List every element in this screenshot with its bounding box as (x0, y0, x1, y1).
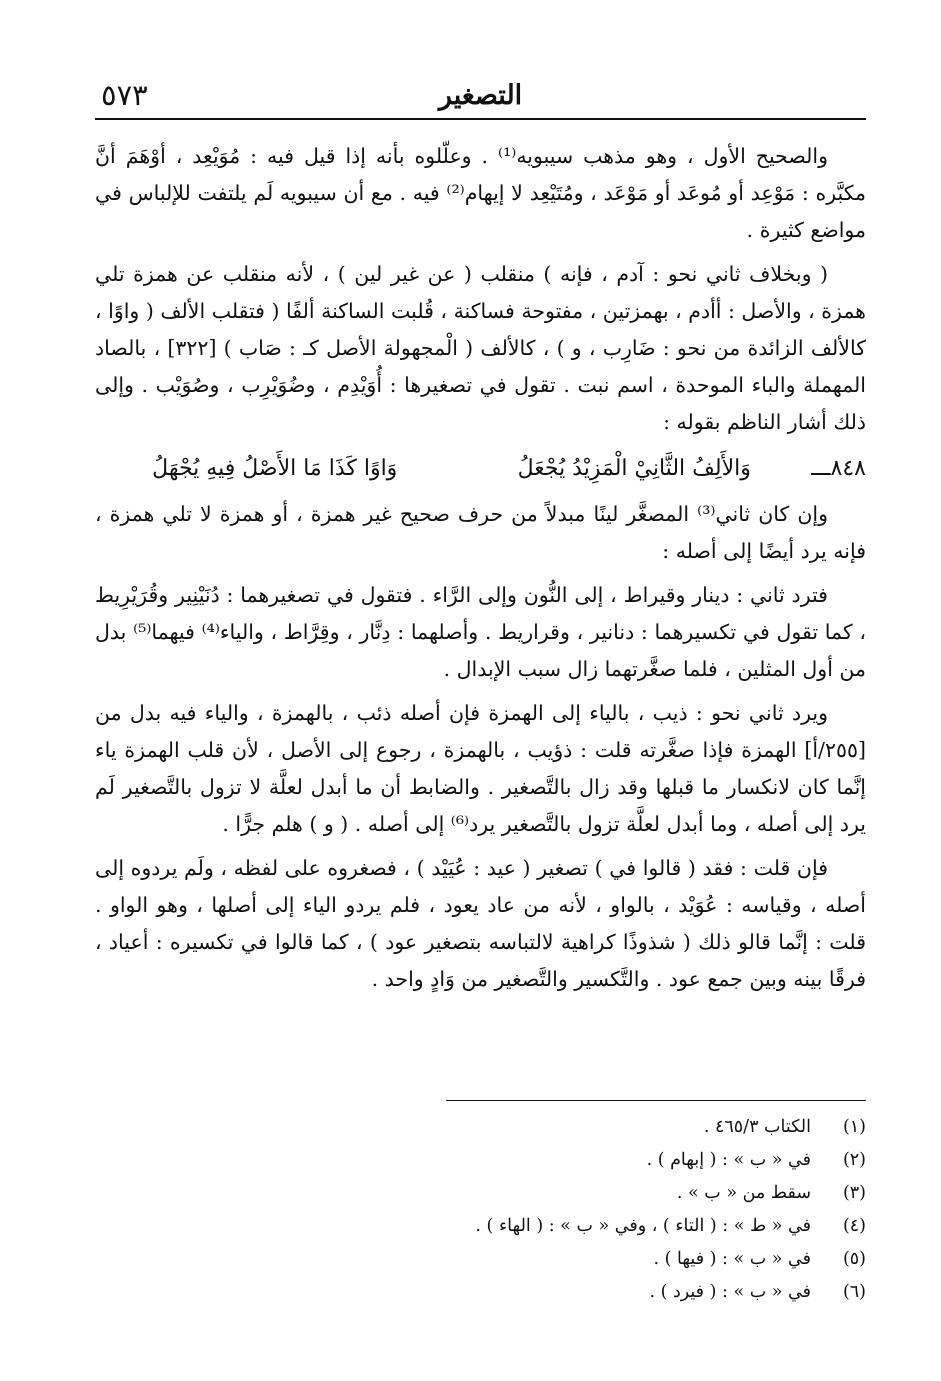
footnotes (95, 1100, 866, 1309)
paragraph-4: فترد ثاني : دينار وقيراط ، إلى النُّون وإلى الرَّاء . فتقول في تصغيرهما : دُنَيْنِير وقُرَيْرِيط ، كما تقول في تكسيرهما : دنانير ، وقراريط . وأصلهما : دِنَّار ، وقِرَّاط ، والياء⁽⁴⁾ فيهما⁽⁵⁾ بدل من أول المثلين ، فلما صغَّرتهما زال سبب الإبدال . (95, 583, 866, 681)
footnote-text: سقط من « ب » . (676, 1183, 811, 1203)
paragraph-1: والصحيح الأول ، وهو مذهب سيبويه⁽¹⁾ . وعلّلوه بأنه إذا قيل فيه : مُوَيْعِد ، أوْهَمَ أنَّ مكبَّره : مَوْعِد أو مُوعَد أو مَوْعَد ، ومُتَيْعِد لا إيهام⁽²⁾ فيه . مع أن سيبويه لَم يلتفت للإلباس في مواضع كثيرة . (95, 144, 866, 242)
main-text (95, 138, 866, 998)
page-title: التصغير (438, 80, 523, 111)
footnote-number: (٥) (842, 1249, 866, 1269)
footnote-text: الكتاب ٤٦٥/٣ . (703, 1117, 811, 1137)
footnote-item (95, 1276, 866, 1309)
page-number: ٥٧٣ (101, 78, 148, 112)
verse-second-hemistich: وَاوًا كَذَا مَا الأَصْلُ فِيهِ يُجْهَلُ (152, 456, 398, 481)
footnote-number: (٣) (842, 1183, 866, 1203)
footnote-text: في « ب » : ( إبهام ) . (646, 1150, 811, 1170)
footnote-number: (١) (842, 1117, 866, 1137)
footnote-divider (446, 1100, 866, 1101)
footnote-item (95, 1177, 866, 1210)
paragraph-6: فإن قلت : فقد ( قالوا في ) تصغير ( عيد : عُيَيْد ) ، فصغروه على لفظه ، ولَم يردوه إلى أصله ، وقياسه : عُوَيْد ، بالواو ، لأنه من عاد يعود ، فلم يردو الياء إلى أصلها ، وهو الواو . قلت : إنَّما قالو ذلك ( شذوذًا كراهية لالتباسه بتصغير عود ) ، كما قالوا في تكسيره : أعياد ، فرقًا بينه وبين جمع عود . والتَّكسير والتَّصغير من وَادٍ واحد . (95, 856, 866, 991)
footnote-text: في « ب » : ( فيها ) . (653, 1249, 811, 1269)
paragraph-2: ( وبخلاف ثاني نحو : آدم ، فإنه ) منقلب ( عن غير لين ) ، لأنه منقلب عن همزة تلي همزة ، والأصل : أأدم ، بهمزتين ، مفتوحة فساكنة ، قُلبت الساكنة ألفًا ( فتقلب الألف ( واوًا ، كالألف الزائدة من نحو : ضَارِب ، و ) ، كالألف ( الْمجهولة الأصل كـ : صَاب ) [٣٢٢] ، بالصاد المهملة والباء الموحدة ، اسم نبت . تقول في تصغيرها : أُوَيْدِم ، وضُوَيْرِب ، وصُوَيْب . وإلى ذلك أشار الناظم بقوله : (94, 262, 866, 434)
footnote-number: (٢) (842, 1150, 866, 1170)
poetry-verse (95, 448, 866, 490)
footnote-number: (٤) (842, 1216, 866, 1236)
verse-first-hemistich: وَالأَلِفُ الثَّانِيْ الْمَزِيْدُ يُجْعَلُ (517, 456, 751, 481)
footnote-item (95, 1210, 866, 1243)
verse-number: ٨٤٨ـــ (811, 456, 866, 481)
footnote-item (95, 1243, 866, 1276)
footnote-item (95, 1111, 866, 1144)
paragraph-3: وإن كان ثاني⁽³⁾ المصغَّر لينًا مبدلاً من حرف صحيح غير همزة ، أو همزة لا تلي همزة ، فإنه يرد أيضًا إلى أصله : (95, 502, 866, 563)
footnote-text: في « ب » : ( فيرد ) . (649, 1282, 811, 1302)
footnote-text: في « ط » : ( التاء ) ، وفي « ب » : ( الهاء ) . (475, 1216, 811, 1236)
footnote-number: (٦) (842, 1282, 866, 1302)
footnote-item (95, 1144, 866, 1177)
paragraph-5: ويرد ثاني نحو : ذيب ، بالياء إلى الهمزة فإن أصله ذئب ، بالهمزة ، والياء فيه بدل من [٢٥٥/أ] الهمزة فإذا صغَّرته قلت : ذؤيب ، بالهمزة ، رجوع إلى الأصل ، لأن قلب الهمزة ياء إنَّما كان لانكسار ما قبلها وقد زال بالتَّصغير . والضابط أن ما أبدل لعلَّة لا تزول بالتَّصغير لَم يرد إلى أصله ، وما أبدل لعلَّة تزول بالتَّصغير يرد⁽⁶⁾ إلى أصله . ( و ) هلم جرًّا . (95, 701, 866, 836)
running-head (95, 78, 866, 120)
